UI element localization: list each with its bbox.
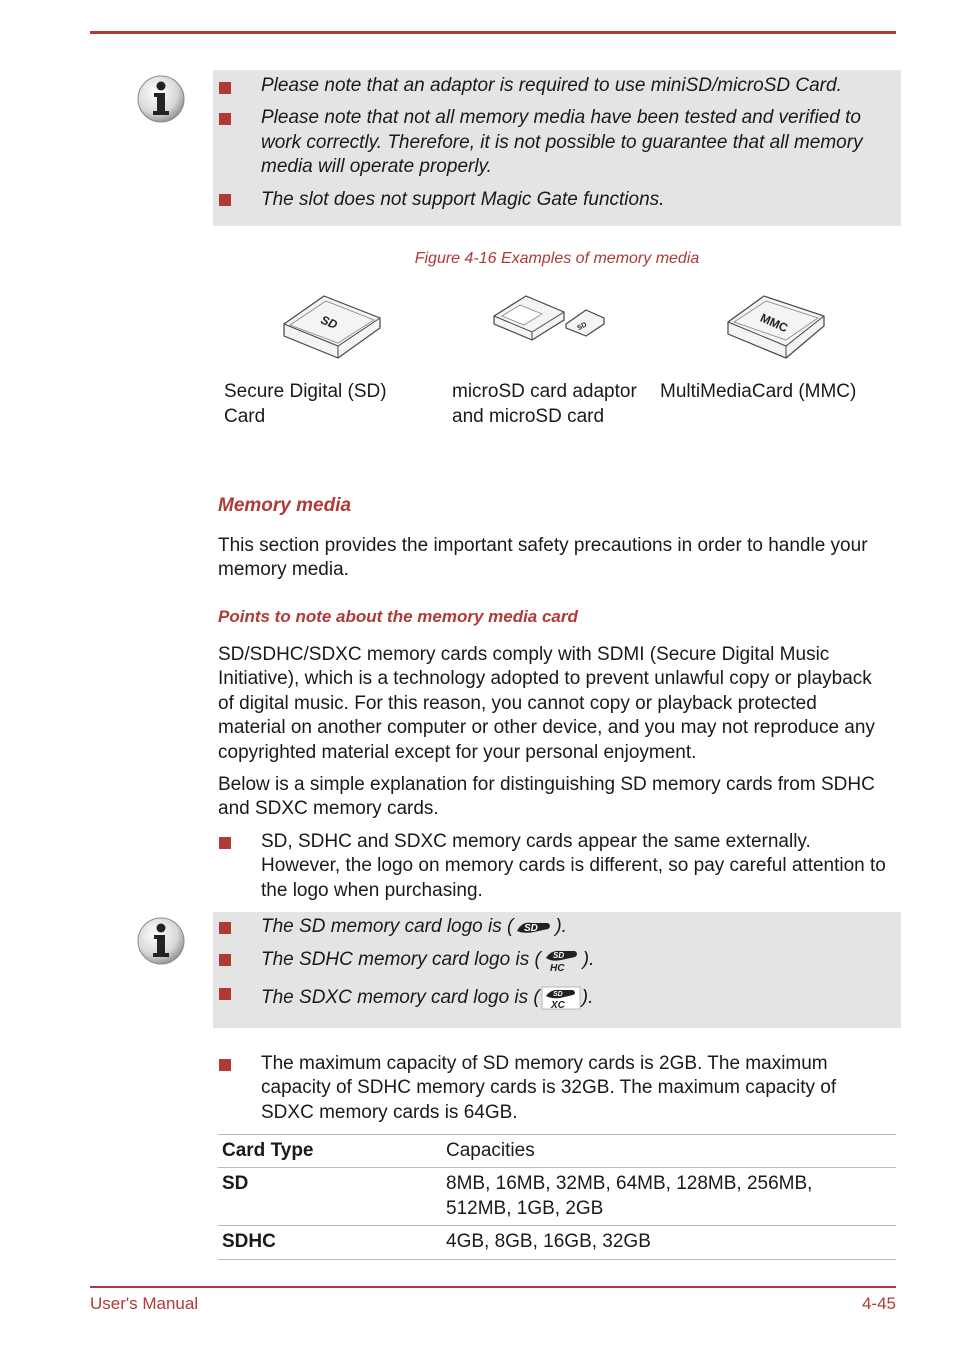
note-item-sdhc-logo — [261, 948, 891, 973]
figure-label-sd: Secure Digital (SD) Card — [224, 381, 387, 427]
section-heading: Memory media — [218, 495, 352, 516]
note-text: The SDXC memory card logo is ( — [261, 987, 540, 1009]
note-item: Please note that not all memory media have been tested and verified to work correctly. Therefore, it is not possible to guarantee that all memory media will operate properly. — [261, 107, 863, 177]
footer-title: User's Manual — [90, 1294, 199, 1313]
microsd-adaptor-icon — [490, 294, 610, 346]
bullet-marker — [219, 922, 231, 934]
svg-text:MMC: MMC — [758, 310, 791, 336]
figure-caption: Figure 4-16 Examples of memory media — [414, 250, 700, 267]
note-text: The SDHC memory card logo is ( — [261, 949, 541, 971]
footer-rule — [90, 1286, 896, 1288]
paragraph: SD/SDHC/SDXC memory cards comply with SDMI (Secure Digital Music Initiative), which is a technology adopted to prevent unlawful copy or playback of digital music. For this reason, you cannot copy or playback protected material on another computer or other device, and you may not reproduce any copyrighted material except for your personal enjoyment. — [218, 644, 875, 763]
bullet-marker — [219, 113, 231, 125]
table-cell: SDHC — [222, 1231, 276, 1253]
bullet-marker — [219, 837, 231, 849]
table-header-cell: Card Type — [222, 1140, 314, 1161]
note-box — [213, 70, 901, 226]
sdhc-logo-icon — [542, 948, 582, 972]
bullet-marker — [219, 194, 231, 206]
svg-text:SD: SD — [552, 951, 564, 960]
info-icon — [136, 916, 186, 966]
bullet-marker — [219, 954, 231, 966]
note-text: ). — [582, 949, 595, 971]
info-icon — [136, 74, 186, 124]
svg-text:SD: SD — [576, 321, 589, 333]
table-cell: SD — [222, 1173, 249, 1195]
note-item-sd-logo — [261, 915, 891, 940]
note-item: Please note that an adaptor is required to use miniSD/microSD Card. — [261, 75, 842, 96]
sd-logo-icon — [514, 917, 554, 937]
page-number: 4-45 — [861, 1294, 896, 1313]
table-row — [218, 1226, 896, 1259]
figure-label-microsd: microSD card adaptor and microSD card — [452, 381, 637, 427]
table-header-row — [218, 1135, 896, 1168]
table-header-cell: Capacities — [446, 1140, 535, 1161]
list-item: The maximum capacity of SD memory cards is 2GB. The maximum capacity of SDHC memory cards is 32GB. The maximum capacity of SDXC memory cards is 64GB. — [261, 1053, 837, 1123]
capacity-table — [218, 1134, 896, 1260]
figure-label-mmc: MultiMediaCard (MMC) — [660, 381, 857, 402]
svg-text:SD: SD — [318, 312, 340, 332]
list-item: SD, SDHC and SDXC memory cards appear the same externally. However, the logo on memory cards is different, so pay careful attention to the logo when purchasing. — [261, 831, 886, 901]
note-text: The SD memory card logo is ( — [261, 916, 514, 937]
table-cell: 4GB, 8GB, 16GB, 32GB — [446, 1231, 651, 1253]
sd-card-icon — [280, 294, 384, 362]
header-rule — [90, 31, 896, 34]
table-row — [218, 1168, 896, 1226]
subsection-heading: Points to note about the memory media card — [218, 607, 578, 626]
note-item-sdxc-logo — [261, 986, 891, 1011]
paragraph: Below is a simple explanation for distinguishing SD memory cards from SDHC and SDXC memory cards. — [218, 774, 875, 820]
bullet-marker — [219, 988, 231, 1000]
note-item: The slot does not support Magic Gate functions. — [261, 189, 665, 210]
mmc-card-icon — [724, 294, 828, 362]
section-intro: This section provides the important safety precautions in order to handle your memory media. — [218, 535, 868, 581]
note-text: ). — [581, 987, 594, 1009]
table-cell: 8MB, 16MB, 32MB, 64MB, 128MB, 256MB, 512MB, 1GB, 2GB — [446, 1173, 813, 1219]
note-text: ). — [555, 916, 567, 937]
bullet-marker — [219, 82, 231, 94]
svg-text:XC: XC — [550, 1000, 565, 1010]
sdxc-logo-icon — [541, 986, 581, 1010]
svg-text:HC: HC — [549, 963, 565, 972]
bullet-marker — [219, 1059, 231, 1071]
note-box — [213, 912, 901, 1028]
svg-text:SD: SD — [552, 991, 563, 998]
svg-text:SD: SD — [524, 922, 539, 934]
